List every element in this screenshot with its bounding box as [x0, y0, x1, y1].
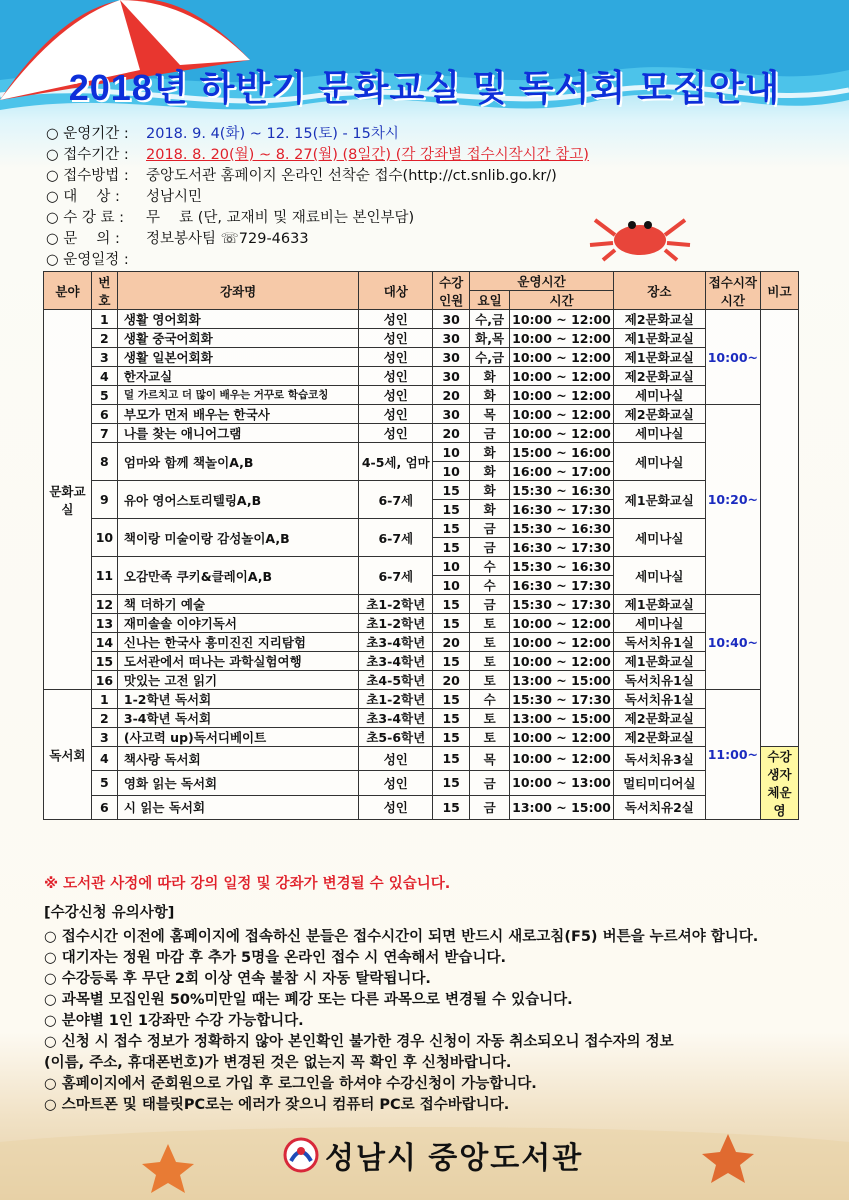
time-cell: 15:30 ~ 16:30 [510, 519, 614, 538]
place-cell: 제2문화교실 [613, 310, 705, 329]
no-cell: 6 [91, 405, 117, 424]
no-cell: 1 [91, 690, 117, 709]
course-cell: 3-4학년 독서회 [117, 709, 358, 728]
library-name: 성남시 중앙도서관 [325, 1142, 584, 1175]
target-cell: 초1-2학년 [359, 595, 433, 614]
capacity-cell: 10 [433, 557, 470, 576]
day-cell: 금 [470, 795, 510, 819]
time-cell: 10:00 ~ 12:00 [510, 728, 614, 747]
caution-item: ○ 접수시간 이전에 홈페이지에 접속하신 분들은 접수시간이 되면 반드시 새로고침(F5) 버튼을 누르셔야 합니다. [44, 929, 759, 945]
page-title: 2018년 하반기 문화교실 및 독서회 모집안내 [68, 67, 781, 108]
course-cell: 시 읽는 독서회 [117, 795, 358, 819]
target-cell: 초3-4학년 [359, 633, 433, 652]
place-cell: 독서치유3실 [613, 747, 705, 771]
header-no: 번호 [91, 272, 117, 310]
course-cell: 덜 가르치고 더 많이 배우는 거꾸로 학습코칭 [117, 386, 358, 405]
header-course: 강좌명 [117, 272, 358, 310]
day-cell: 수,금 [470, 310, 510, 329]
cautions-section [44, 903, 814, 1116]
day-cell: 화,목 [470, 329, 510, 348]
table-row [44, 519, 799, 538]
caution-item: ○ 과목별 모집인원 50%미만일 때는 폐강 또는 다른 과목으로 변경될 수 있습니다. [44, 992, 573, 1008]
day-cell: 수,금 [470, 348, 510, 367]
capacity-cell: 20 [433, 424, 470, 443]
no-cell: 5 [91, 771, 117, 795]
course-cell: 신나는 한국사 흥미진진 지리탐험 [117, 633, 358, 652]
day-cell: 토 [470, 671, 510, 690]
day-cell: 토 [470, 614, 510, 633]
place-cell: 제1문화교실 [613, 348, 705, 367]
course-cell: 책이랑 미술이랑 감성놀이A,B [117, 519, 358, 557]
no-cell: 8 [91, 443, 117, 481]
caution-item: ○ 홈페이지에서 준회원으로 가입 후 로그인을 하셔야 수강신청이 가능합니다. [44, 1076, 537, 1092]
info-method: ○ 접수방법 : 중앙도서관 홈페이지 온라인 선착순 접수(http://ct.snlib.go.kr/) [46, 168, 557, 184]
capacity-cell: 30 [433, 405, 470, 424]
day-cell: 화 [470, 500, 510, 519]
table-row [44, 386, 799, 405]
place-cell: 제1문화교실 [613, 329, 705, 348]
capacity-cell: 15 [433, 481, 470, 500]
target-cell: 성인 [359, 771, 433, 795]
start-time-cell: 11:00~ [705, 690, 760, 820]
time-cell: 10:00 ~ 12:00 [510, 424, 614, 443]
course-cell: 재미솔솔 이야기독서 [117, 614, 358, 633]
place-cell: 독서치유1실 [613, 671, 705, 690]
course-cell: 생활 영어회화 [117, 310, 358, 329]
info-fee: ○ 수 강 료 : 무 료 (단, 교재비 및 재료비는 본인부담) [46, 210, 415, 226]
time-cell: 10:00 ~ 12:00 [510, 633, 614, 652]
place-cell: 제1문화교실 [613, 652, 705, 671]
table-row [44, 614, 799, 633]
time-cell: 15:30 ~ 17:30 [510, 595, 614, 614]
target-cell: 6-7세 [359, 557, 433, 595]
no-cell: 12 [91, 595, 117, 614]
capacity-cell: 15 [433, 500, 470, 519]
time-cell: 10:00 ~ 12:00 [510, 614, 614, 633]
field-cell: 문화교실 [44, 310, 92, 690]
table-row [44, 424, 799, 443]
place-cell: 세미나실 [613, 557, 705, 595]
change-notice: ※ 도서관 사정에 따라 강의 일정 및 강좌가 변경될 수 있습니다. [44, 876, 451, 892]
no-cell: 9 [91, 481, 117, 519]
course-cell: 맛있는 고전 읽기 [117, 671, 358, 690]
table-row [44, 557, 799, 576]
capacity-cell: 15 [433, 652, 470, 671]
table-row [44, 443, 799, 462]
target-cell: 성인 [359, 405, 433, 424]
capacity-cell: 15 [433, 690, 470, 709]
course-cell: 영화 읽는 독서회 [117, 771, 358, 795]
place-cell: 세미나실 [613, 443, 705, 481]
target-cell: 6-7세 [359, 481, 433, 519]
caution-item: ○ 수강등록 후 무단 2회 이상 연속 불참 시 자동 탈락됩니다. [44, 971, 431, 987]
day-cell: 토 [470, 709, 510, 728]
no-cell: 2 [91, 329, 117, 348]
capacity-cell: 10 [433, 462, 470, 481]
place-cell: 제2문화교실 [613, 405, 705, 424]
capacity-cell: 30 [433, 367, 470, 386]
start-time-cell: 10:00~ [705, 310, 760, 405]
no-cell: 1 [91, 310, 117, 329]
capacity-cell: 15 [433, 595, 470, 614]
time-cell: 13:00 ~ 15:00 [510, 795, 614, 819]
table-row [44, 595, 799, 614]
note-cell: 수강생자체운영 [761, 747, 799, 820]
table-row [44, 671, 799, 690]
time-cell: 15:30 ~ 16:30 [510, 557, 614, 576]
library-logo [283, 1133, 583, 1177]
day-cell: 화 [470, 443, 510, 462]
time-cell: 15:00 ~ 16:00 [510, 443, 614, 462]
table-row [44, 728, 799, 747]
capacity-cell: 30 [433, 348, 470, 367]
note-cell [761, 310, 799, 747]
capacity-cell: 15 [433, 614, 470, 633]
time-cell: 10:00 ~ 12:00 [510, 329, 614, 348]
time-cell: 15:30 ~ 17:30 [510, 690, 614, 709]
no-cell: 10 [91, 519, 117, 557]
schedule-body [44, 310, 799, 820]
place-cell: 제2문화교실 [613, 367, 705, 386]
time-cell: 10:00 ~ 12:00 [510, 652, 614, 671]
capacity-cell: 15 [433, 519, 470, 538]
day-cell: 화 [470, 481, 510, 500]
table-row [44, 367, 799, 386]
time-cell: 10:00 ~ 12:00 [510, 367, 614, 386]
capacity-cell: 15 [433, 795, 470, 819]
table-row [44, 795, 799, 819]
crab-icon [585, 205, 695, 265]
capacity-cell: 10 [433, 576, 470, 595]
day-cell: 화 [470, 386, 510, 405]
info-target: ○ 대 상 : 성남시민 [46, 189, 203, 205]
no-cell: 6 [91, 795, 117, 819]
course-cell: 생활 중국어회화 [117, 329, 358, 348]
caution-item: ○ 대기자는 정원 마감 후 추가 5명을 온라인 접수 시 연속해서 받습니다. [44, 950, 506, 966]
capacity-cell: 10 [433, 443, 470, 462]
capacity-cell: 20 [433, 386, 470, 405]
target-cell: 성인 [359, 310, 433, 329]
no-cell: 3 [91, 348, 117, 367]
no-cell: 11 [91, 557, 117, 595]
capacity-cell: 20 [433, 633, 470, 652]
place-cell: 독서치유1실 [613, 690, 705, 709]
target-cell: 성인 [359, 329, 433, 348]
time-cell: 10:00 ~ 12:00 [510, 348, 614, 367]
time-cell: 15:30 ~ 16:30 [510, 481, 614, 500]
time-cell: 10:00 ~ 13:00 [510, 771, 614, 795]
course-cell: 책 더하기 예술 [117, 595, 358, 614]
target-cell: 성인 [359, 367, 433, 386]
place-cell: 독서치유1실 [613, 633, 705, 652]
capacity-cell: 15 [433, 728, 470, 747]
table-row [44, 690, 799, 709]
time-cell: 16:30 ~ 17:30 [510, 538, 614, 557]
target-cell: 초4-5학년 [359, 671, 433, 690]
target-cell: 6-7세 [359, 519, 433, 557]
day-cell: 수 [470, 557, 510, 576]
caution-item: ○ 분야별 1인 1강좌만 수강 가능합니다. [44, 1013, 304, 1029]
table-row [44, 481, 799, 500]
day-cell: 수 [470, 576, 510, 595]
target-cell: 성인 [359, 424, 433, 443]
time-cell: 10:00 ~ 12:00 [510, 310, 614, 329]
table-row [44, 329, 799, 348]
target-cell: 4-5세, 엄마 [359, 443, 433, 481]
course-cell: 부모가 먼저 배우는 한국사 [117, 405, 358, 424]
place-cell: 세미나실 [613, 614, 705, 633]
target-cell: 성인 [359, 747, 433, 771]
time-cell: 16:00 ~ 17:00 [510, 462, 614, 481]
course-cell: 생활 일본어회화 [117, 348, 358, 367]
capacity-cell: 15 [433, 747, 470, 771]
target-cell: 초1-2학년 [359, 614, 433, 633]
target-cell: 초3-4학년 [359, 709, 433, 728]
no-cell: 14 [91, 633, 117, 652]
day-cell: 금 [470, 538, 510, 557]
target-cell: 초3-4학년 [359, 652, 433, 671]
time-cell: 16:30 ~ 17:30 [510, 576, 614, 595]
header-target: 대상 [359, 272, 433, 310]
day-cell: 목 [470, 747, 510, 771]
time-cell: 10:00 ~ 12:00 [510, 386, 614, 405]
table-row [44, 633, 799, 652]
header-operation-time: 운영시간 [470, 272, 614, 291]
cautions-heading: [수강신청 유의사항] [44, 905, 175, 921]
no-cell: 4 [91, 747, 117, 771]
field-cell: 독서회 [44, 690, 92, 820]
day-cell: 토 [470, 652, 510, 671]
day-cell: 금 [470, 519, 510, 538]
city-emblem-icon [283, 1137, 319, 1173]
capacity-cell: 20 [433, 671, 470, 690]
no-cell: 13 [91, 614, 117, 633]
header-time: 시간 [510, 291, 614, 310]
time-cell: 10:00 ~ 12:00 [510, 747, 614, 771]
info-schedule: ○ 운영일정 : [46, 252, 129, 268]
day-cell: 토 [470, 633, 510, 652]
time-cell: 16:30 ~ 17:30 [510, 500, 614, 519]
course-cell: 나를 찾는 애니어그램 [117, 424, 358, 443]
header-day: 요일 [470, 291, 510, 310]
start-time-cell: 10:20~ [705, 405, 760, 595]
day-cell: 금 [470, 424, 510, 443]
time-cell: 10:00 ~ 12:00 [510, 405, 614, 424]
place-cell: 세미나실 [613, 519, 705, 557]
table-row [44, 405, 799, 424]
day-cell: 금 [470, 595, 510, 614]
course-cell: 오감만족 쿠키&클레이A,B [117, 557, 358, 595]
target-cell: 초5-6학년 [359, 728, 433, 747]
day-cell: 화 [470, 367, 510, 386]
table-row [44, 652, 799, 671]
place-cell: 제1문화교실 [613, 595, 705, 614]
caution-item: (이름, 주소, 휴대폰번호)가 변경된 것은 없는지 꼭 확인 후 신청바랍니다. [44, 1055, 512, 1071]
day-cell: 수 [470, 690, 510, 709]
no-cell: 2 [91, 709, 117, 728]
place-cell: 제2문화교실 [613, 709, 705, 728]
course-cell: (사고력 up)독서디베이트 [117, 728, 358, 747]
capacity-cell: 15 [433, 771, 470, 795]
header-note: 비고 [761, 272, 799, 310]
place-cell: 독서치유2실 [613, 795, 705, 819]
place-cell: 제2문화교실 [613, 728, 705, 747]
table-row [44, 348, 799, 367]
course-cell: 엄마와 함께 책놀이A,B [117, 443, 358, 481]
target-cell: 성인 [359, 386, 433, 405]
table-row [44, 747, 799, 771]
capacity-cell: 15 [433, 709, 470, 728]
day-cell: 금 [470, 771, 510, 795]
course-cell: 유아 영어스토리텔링A,B [117, 481, 358, 519]
time-cell: 13:00 ~ 15:00 [510, 671, 614, 690]
target-cell: 초1-2학년 [359, 690, 433, 709]
no-cell: 16 [91, 671, 117, 690]
no-cell: 4 [91, 367, 117, 386]
capacity-cell: 15 [433, 538, 470, 557]
info-contact: ○ 문 의 : 정보봉사팀 ☏729-4633 [46, 231, 309, 247]
info-period: ○ 운영기간 : 2018. 9. 4(화) ~ 12. 15(토) - 15차시 [46, 126, 399, 142]
no-cell: 5 [91, 386, 117, 405]
no-cell: 7 [91, 424, 117, 443]
place-cell: 멀티미디어실 [613, 771, 705, 795]
place-cell: 세미나실 [613, 424, 705, 443]
table-row [44, 771, 799, 795]
no-cell: 3 [91, 728, 117, 747]
header-capacity: 수강인원 [433, 272, 470, 310]
caution-item: ○ 스마트폰 및 태블릿PC로는 에러가 잦으니 컴퓨터 PC로 접수바랍니다. [44, 1097, 510, 1113]
capacity-cell: 30 [433, 310, 470, 329]
table-row [44, 310, 799, 329]
time-cell: 13:00 ~ 15:00 [510, 709, 614, 728]
table-row [44, 709, 799, 728]
place-cell: 세미나실 [613, 386, 705, 405]
day-cell: 화 [470, 462, 510, 481]
target-cell: 성인 [359, 348, 433, 367]
start-time-cell: 10:40~ [705, 595, 760, 690]
course-cell: 도서관에서 떠나는 과학실험여행 [117, 652, 358, 671]
day-cell: 목 [470, 405, 510, 424]
course-cell: 1-2학년 독서회 [117, 690, 358, 709]
header-start-time: 접수시작시간 [705, 272, 760, 310]
header-place: 장소 [613, 272, 705, 310]
caution-item: ○ 신청 시 접수 정보가 정확하지 않아 본인확인 불가한 경우 신청이 자동 취소되오니 접수자의 정보 [44, 1034, 674, 1050]
info-registration-period: ○ 접수기간 : 2018. 8. 20(월) ~ 8. 27(월) (8일간) (각 강좌별 접수시작시간 참고) [46, 147, 589, 163]
capacity-cell: 30 [433, 329, 470, 348]
schedule-table [43, 271, 799, 820]
course-cell: 한자교실 [117, 367, 358, 386]
table-header-row [44, 272, 799, 291]
target-cell: 성인 [359, 795, 433, 819]
day-cell: 토 [470, 728, 510, 747]
header-field: 분야 [44, 272, 92, 310]
no-cell: 15 [91, 652, 117, 671]
place-cell: 제1문화교실 [613, 481, 705, 519]
course-cell: 책사랑 독서회 [117, 747, 358, 771]
